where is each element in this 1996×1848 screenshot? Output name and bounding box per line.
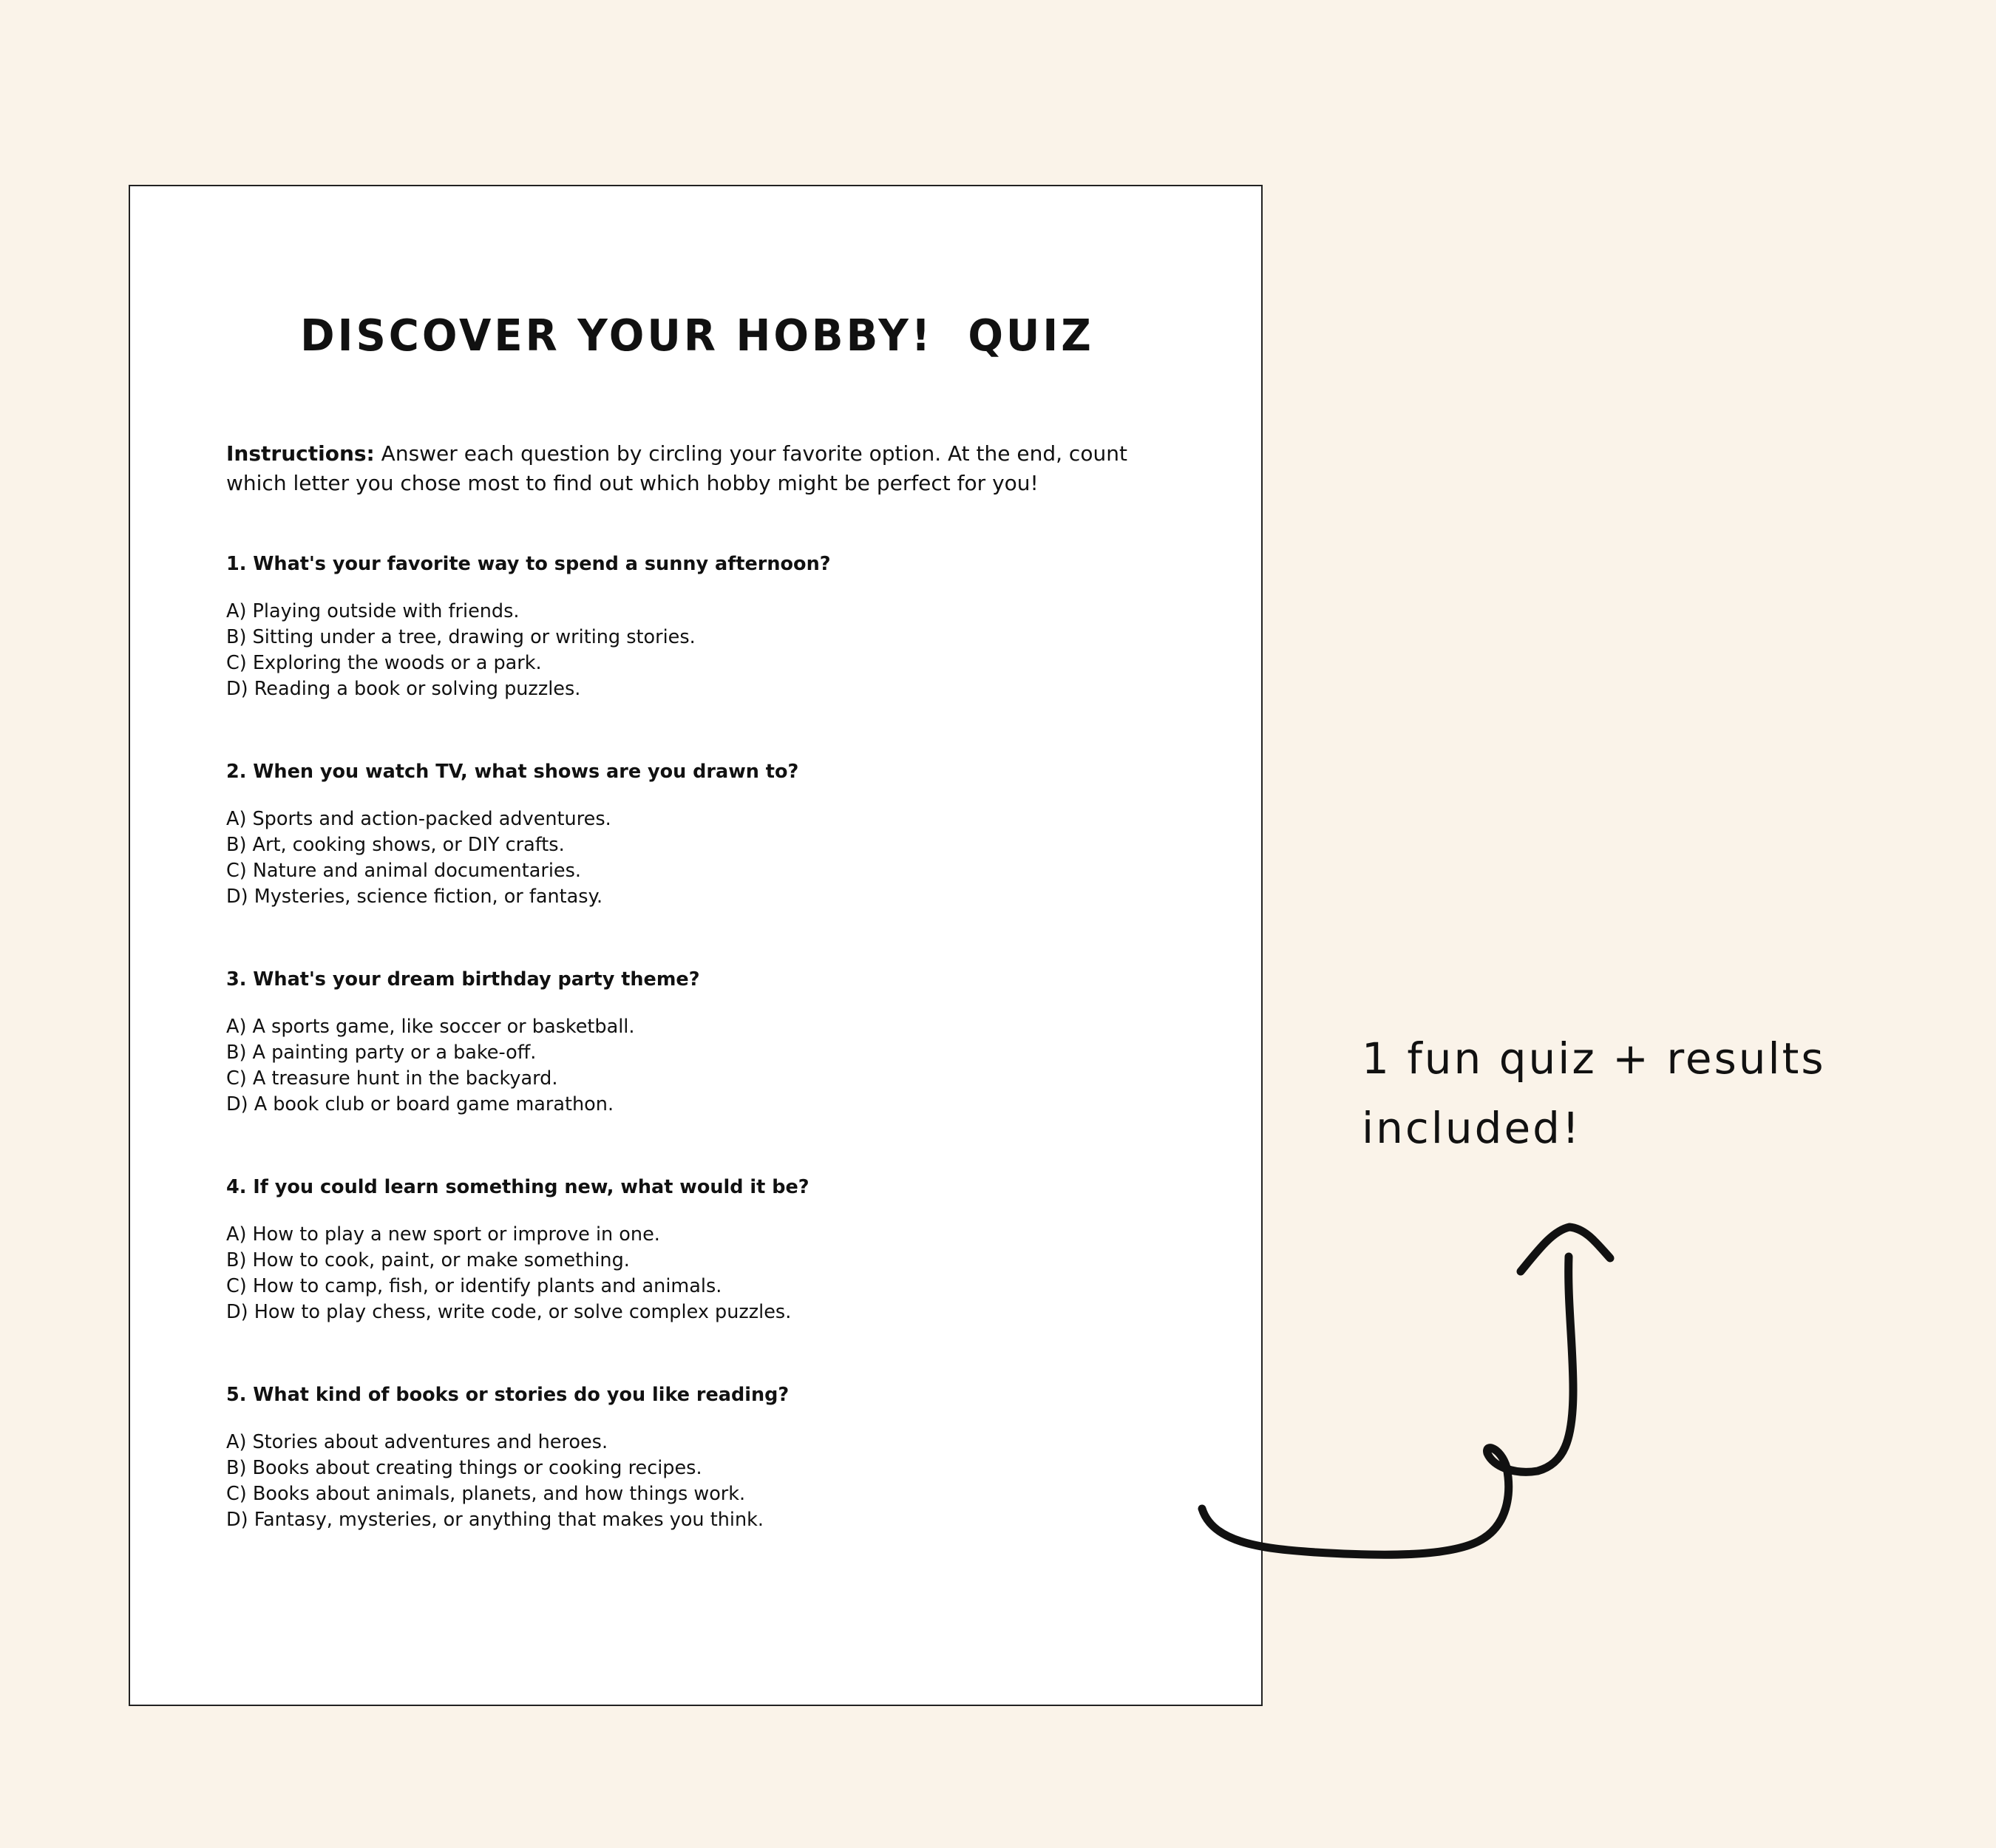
option-b: B) A painting party or a bake-off. xyxy=(226,1042,537,1064)
option-a: A) A sports game, like soccer or basketball. xyxy=(226,1016,635,1038)
quiz-worksheet xyxy=(129,185,1263,1706)
question-title: 3. What's your dream birthday party theme? xyxy=(226,968,700,991)
option-d: D) A book club or board game marathon. xyxy=(226,1093,614,1115)
quiz-title: DISCOVER YOUR HOBBY! QUIZ xyxy=(300,310,1094,361)
question-5 xyxy=(226,1382,1150,1533)
option-b: B) Art, cooking shows, or DIY crafts. xyxy=(226,834,565,856)
promo-caption xyxy=(1362,1024,1924,1163)
option-b: B) Sitting under a tree, drawing or writing stories. xyxy=(226,626,696,648)
option-c: C) Books about animals, planets, and how things work. xyxy=(226,1483,746,1505)
promo-caption-line-2: included! xyxy=(1362,1103,1582,1153)
question-title: 4. If you could learn something new, what would it be? xyxy=(226,1176,809,1198)
option-b: B) Books about creating things or cooking recipes. xyxy=(226,1457,702,1479)
option-d: D) Mysteries, science fiction, or fantasy. xyxy=(226,886,603,908)
option-c: C) Nature and animal documentaries. xyxy=(226,860,581,882)
option-d: D) Fantasy, mysteries, or anything that makes you think. xyxy=(226,1509,764,1531)
option-c: C) How to camp, fish, or identify plants and animals. xyxy=(226,1275,722,1297)
question-title: 5. What kind of books or stories do you like reading? xyxy=(226,1384,790,1406)
question-1 xyxy=(226,551,1150,702)
option-b: B) How to cook, paint, or make something. xyxy=(226,1249,630,1271)
instructions-text: Answer each question by circling your favorite option. At the end, count which letter you chose most to find out which hobby might be perfect for you! xyxy=(226,441,1127,495)
option-d: D) How to play chess, write code, or solve complex puzzles. xyxy=(226,1301,792,1323)
option-a: A) Stories about adventures and heroes. xyxy=(226,1431,608,1453)
question-title: 1. What's your favorite way to spend a sunny afternoon? xyxy=(226,553,831,575)
instructions xyxy=(226,439,1158,498)
question-title: 2. When you watch TV, what shows are you drawn to? xyxy=(226,761,799,783)
question-4 xyxy=(226,1175,1150,1325)
option-c: C) Exploring the woods or a park. xyxy=(226,652,542,674)
option-a: A) How to play a new sport or improve in one. xyxy=(226,1223,660,1246)
option-c: C) A treasure hunt in the backyard. xyxy=(226,1067,558,1090)
option-a: A) Sports and action-packed adventures. xyxy=(226,808,611,830)
option-a: A) Playing outside with friends. xyxy=(226,600,520,622)
question-3 xyxy=(226,967,1150,1118)
promo-caption-line-1: 1 fun quiz + results xyxy=(1362,1033,1826,1084)
question-2 xyxy=(226,759,1150,910)
instructions-label: Instructions: xyxy=(226,441,375,466)
option-d: D) Reading a book or solving puzzles. xyxy=(226,678,581,700)
